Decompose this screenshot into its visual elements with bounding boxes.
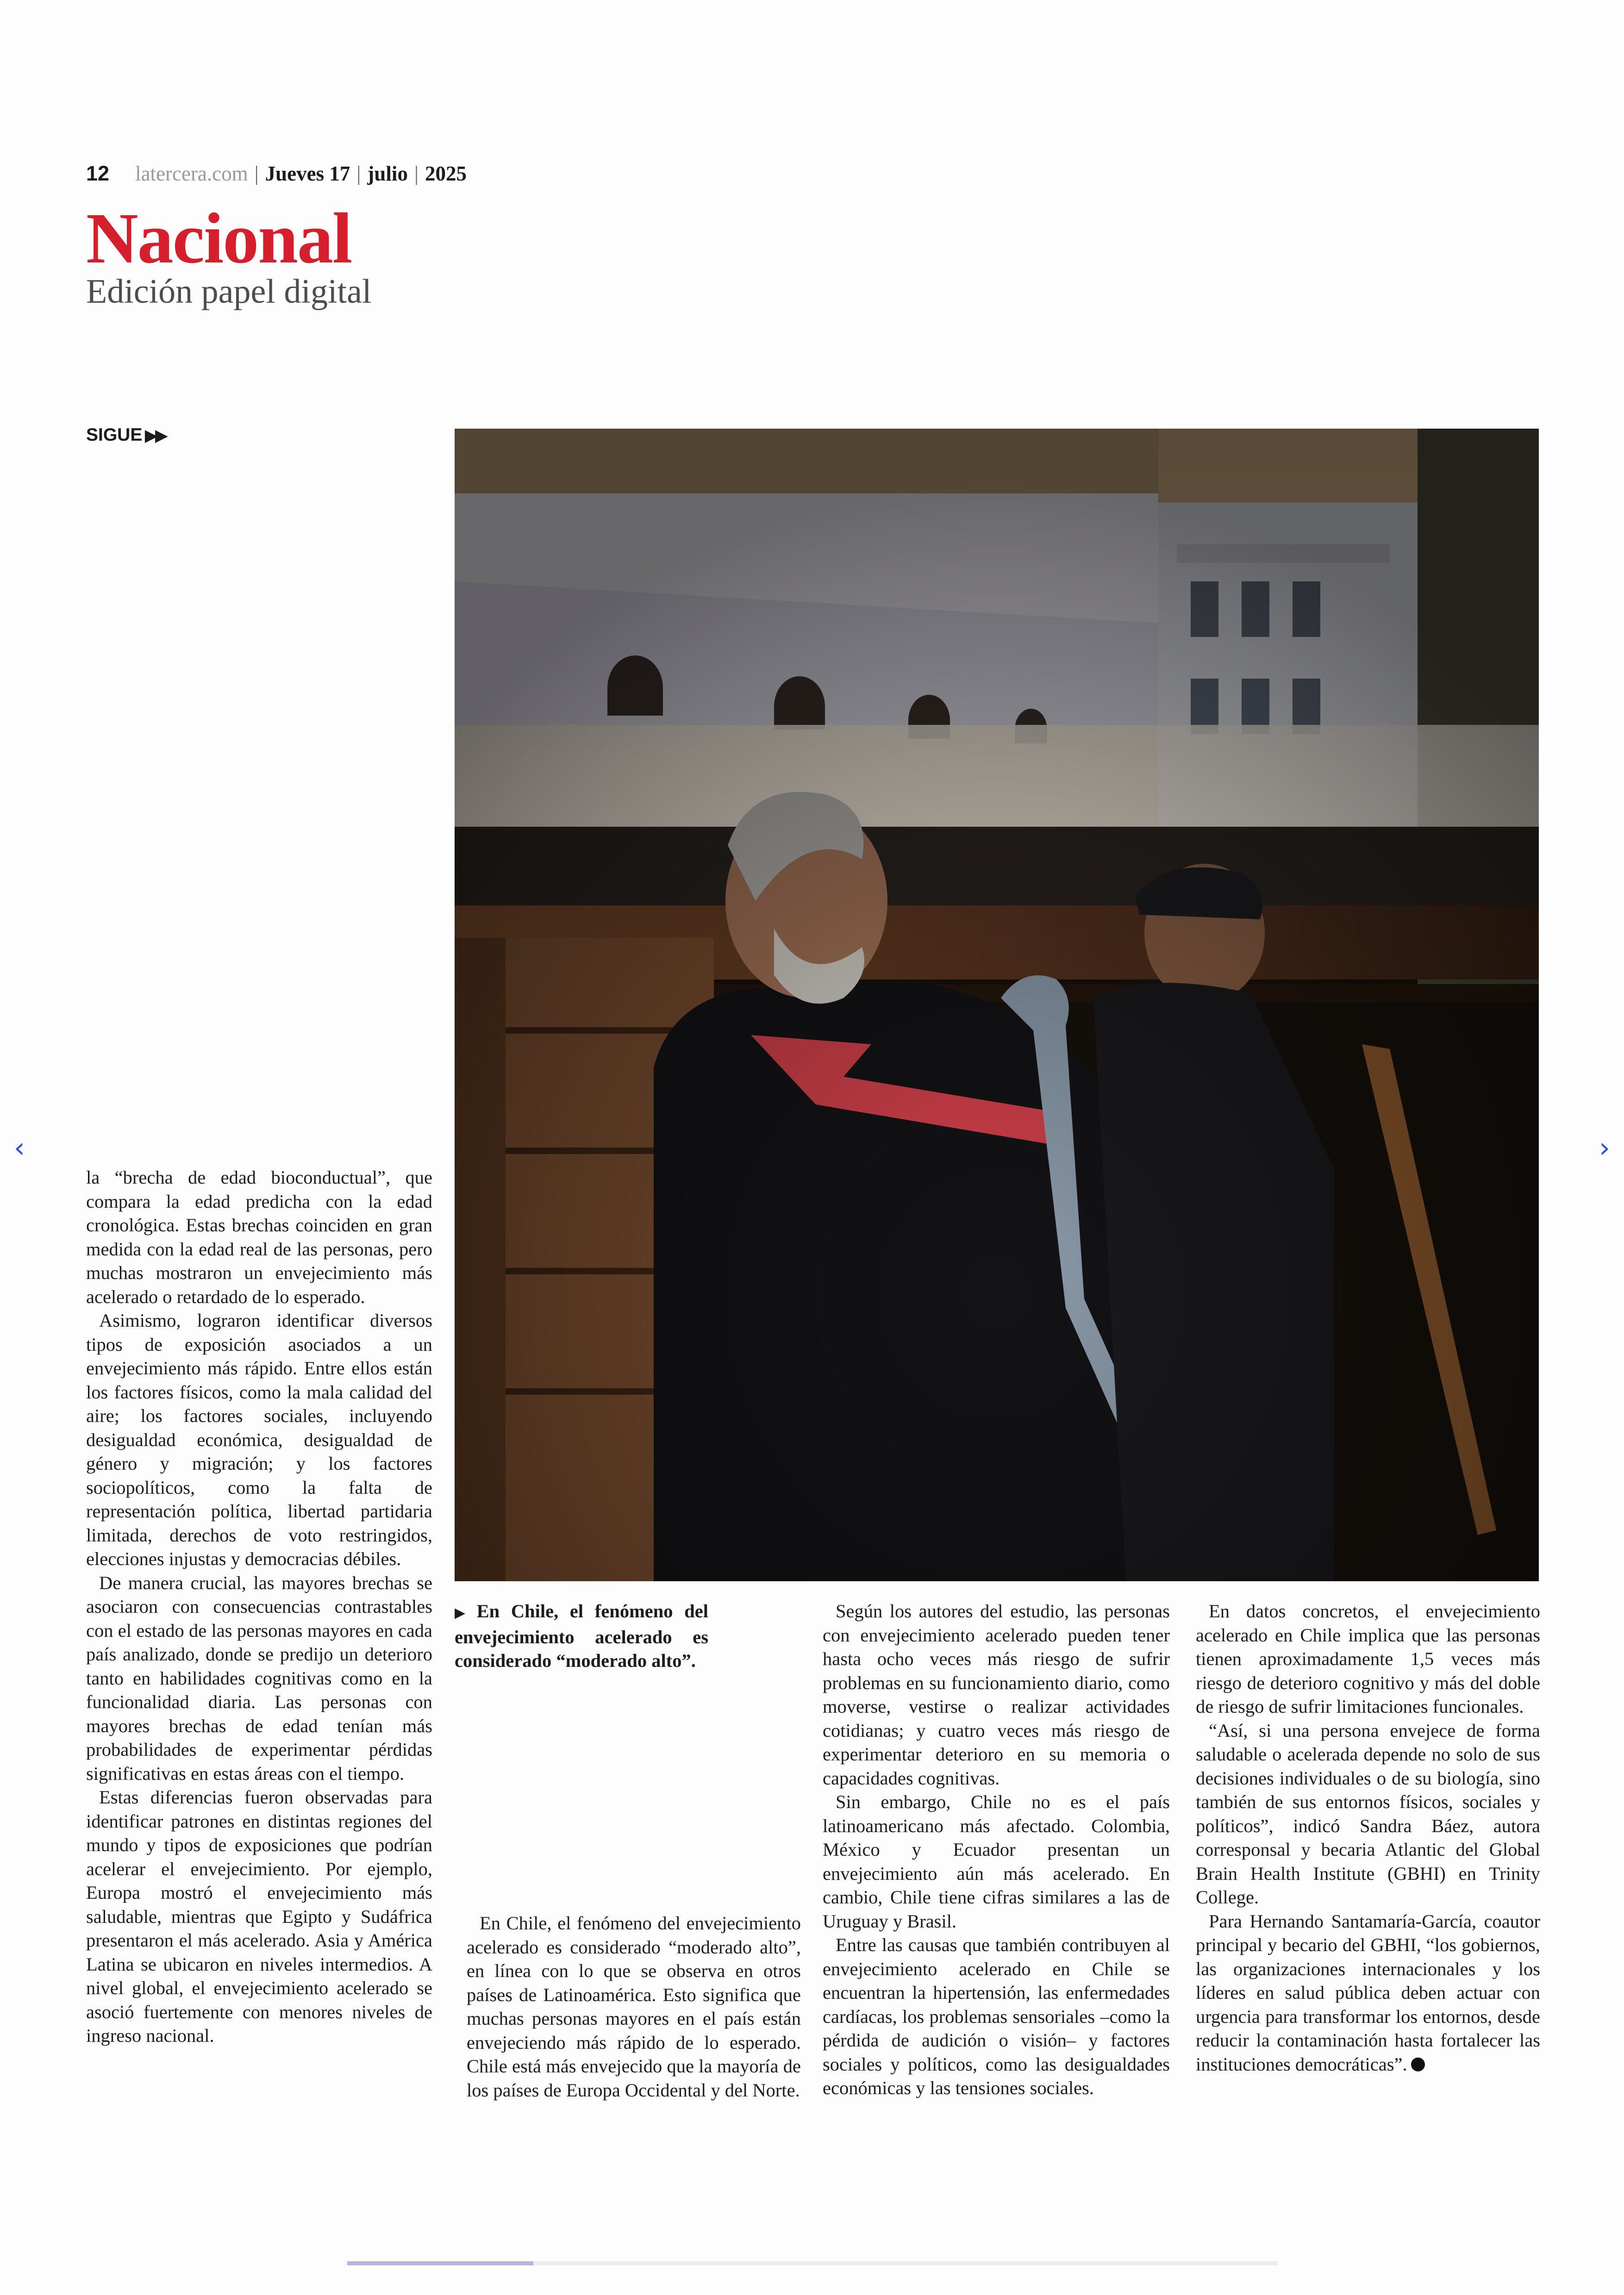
article-paragraph bbox=[1196, 1909, 1540, 2077]
article-paragraph: Según los autores del estudio, las personas con envejecimiento acelerado pueden tener hasta ocho veces más riesgo de sufrir problemas en su funcionamiento diario, como moverse, vestirse o realizar actividades cotidianas; y cuatro veces más riesgo de experimentar deterioro en su memoria o capacidades cognitivas. bbox=[823, 1601, 1170, 1789]
news-photo-icon bbox=[455, 429, 1539, 1581]
article-paragraph: Entre las causas que también contribuyen al envejecimiento acelerado en Chile se encuentran la hipertensión, las enfermedades cardíacas, los problemas sensoriales –como la pérdida de audición o visión– y factores sociales y políticos, como las desigualdades económicas y las tensiones sociales. bbox=[823, 1934, 1170, 2098]
article-column-3 bbox=[823, 1599, 1170, 2100]
folio-separator: | bbox=[254, 162, 259, 185]
folio-month: julio bbox=[367, 162, 408, 185]
chevron-left-icon[interactable]: ‹ bbox=[14, 1132, 25, 1164]
article-paragraph: De manera crucial, las mayores brechas se asociaron con consecuencias contrastables con el estado de las personas mayores en cada país analizado, donde se predijo un deterioro tanto en habilidades cognitivas como en la funcionalidad diaria. Las personas con mayores brechas de edad tenían más probabilidades de experimentar pérdidas significativas en estas áreas con el tiempo. bbox=[86, 1572, 432, 1784]
article-paragraph: Estas diferencias fueron observadas para identificar patrones en distintas regiones del mundo y tipos de exposiciones que podrían acelerar el envejecimiento. Por ejemplo, Europa mostró el envejecimiento más saludable, mientras que Egipto y Sudáfrica presentaron el más acelerado. Asia y América Latina se ubicaron en niveles intermedios. A nivel global, el envejecimiento acelerado se asoció fuertemente con menores niveles de ingreso nacional. bbox=[86, 1787, 432, 2046]
section-title: Nacional bbox=[86, 198, 352, 278]
article-paragraph: Sin embargo, Chile no es el país latinoamericano más afectado. Colombia, México y Ecuador presentan un envejecimiento aún más acelerado. En cambio, Chile tiene cifras similares a las de Uruguay y Brasil. bbox=[823, 1791, 1170, 1932]
sigue-label bbox=[86, 422, 166, 448]
article-column-1 bbox=[86, 1166, 432, 2048]
news-photo bbox=[455, 429, 1539, 1581]
end-of-article-icon bbox=[1411, 2058, 1425, 2071]
article-paragraph: En datos concretos, el envejecimiento acelerado en Chile implica que las personas tienen aproximadamente 1,5 veces más riesgo de deterioro cognitivo y más del doble de riesgo de sufrir limitaciones funcionales. bbox=[1196, 1601, 1540, 1717]
photo-caption bbox=[455, 1599, 708, 1673]
folio-year: 2025 bbox=[425, 162, 467, 185]
folio-separator: | bbox=[356, 162, 361, 185]
reading-progress-fill bbox=[347, 2261, 533, 2265]
chevron-right-icon[interactable]: › bbox=[1599, 1132, 1610, 1164]
folio-separator: | bbox=[414, 162, 418, 185]
caption-arrow-icon: ▶ bbox=[455, 1605, 472, 1621]
article-paragraph: Asimismo, lograron identificar diversos tipos de exposición asociados a un envejecimiento más rápido. Entre ellos están los factores físicos, como la mala calidad del aire; los factores sociales, incluyendo desigualdad económica, desigualdad de género y migración; y los factores sociopolíticos, como la falta de representación política, libertad partidaria limitada, derechos de voto restringidos, elecciones injustas y democracias débiles. bbox=[86, 1310, 432, 1569]
article-paragraph: “Así, si una persona envejece de forma saludable o acelerada depende no solo de sus decisiones individuales o de su biología, sino también de sus entornos físicos, sociales y políticos”, indicó Sandra Báez, autora corresponsal y becaria Atlantic del Global Brain Health Institute (GBHI) en Trinity College. bbox=[1196, 1720, 1540, 1908]
article-column-2 bbox=[467, 1911, 801, 2102]
page-number: 12 bbox=[86, 162, 110, 185]
page-folio bbox=[86, 160, 467, 187]
article-paragraph-text: Para Hernando Santamaría-García, coautor principal y becario del GBHI, “los gobiernos, las organizaciones internacionales y los líderes en salud pública deben actuar con urgencia para transformar los entornos, desde reducir la contaminación hasta fortalecer las instituciones democráticas”. bbox=[1196, 1910, 1540, 2075]
sigue-text: SIGUE bbox=[86, 425, 143, 445]
site-name: latercera.com bbox=[135, 162, 248, 185]
photo-caption-text: En Chile, el fenómeno del envejecimiento acelerado es considerado “moderado alto”. bbox=[455, 1601, 708, 1671]
folio-day: Jueves 17 bbox=[265, 162, 350, 185]
article-paragraph: En Chile, el fenómeno del envejecimiento acelerado es considerado “moderado alto”, en línea con lo que se observa en otros países de Latinoamérica. Esto significa que muchas personas mayores en el país están envejeciendo más rápido de lo esperado. Chile está más envejecido que la mayoría de los países de Europa Occidental y del Norte. bbox=[467, 1913, 801, 2101]
reading-progress-bar[interactable] bbox=[347, 2261, 1278, 2265]
section-subtitle: Edición papel digital bbox=[86, 273, 372, 311]
article-paragraph: la “brecha de edad bioconductual”, que compara la edad predicha con la edad cronológica. Estas brechas coinciden en gran medida con la edad real de las personas, pero muchas mostraron un envejecimiento más acelerado o retardado de lo esperado. bbox=[86, 1167, 432, 1307]
article-column-4 bbox=[1196, 1599, 1540, 2076]
double-play-arrows-icon: ▶▶ bbox=[145, 427, 166, 444]
